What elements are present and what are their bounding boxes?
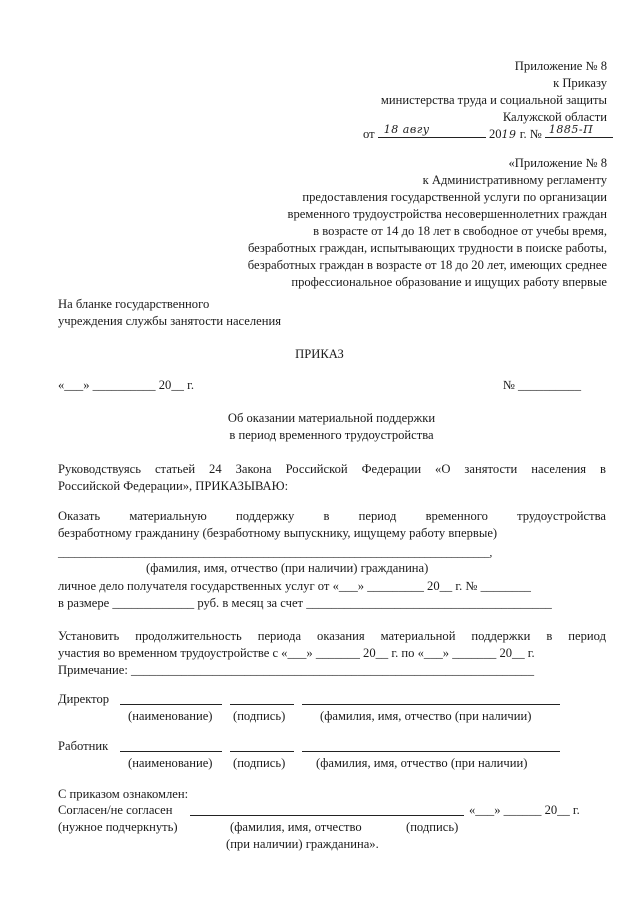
regulation-line-6: безработных граждан, испытывающих трудности в поиске работы, xyxy=(247,241,607,255)
worker-position-caption: (наименование) xyxy=(128,756,213,770)
appendix-line-3: министерства труда и социальной защиты xyxy=(380,93,607,107)
period-line-1: Установить продолжительность периода оказания материальной поддержки в период xyxy=(58,629,606,643)
director-label: Директор xyxy=(58,692,110,706)
basis-line-1: Руководствуясь статьей 24 Закона Российской Федерации «О занятости населения в xyxy=(58,462,606,476)
appendix-line-2: к Приказу xyxy=(553,76,607,90)
acquaint-agree-label: Согласен/не согласен xyxy=(58,803,173,817)
worker-position-field xyxy=(120,751,222,752)
letterhead-line-1: На бланке государственного xyxy=(58,297,210,311)
appendix-line-4: Калужской области xyxy=(502,110,607,124)
letterhead-line-2: учреждения службы занятости населения xyxy=(58,314,282,328)
date-field xyxy=(378,124,486,138)
subject-line-2: в период временного трудоустройства xyxy=(229,428,434,442)
acquaint-underline-caption: (нужное подчеркнуть) xyxy=(58,820,178,834)
number-prefix: г. № xyxy=(519,127,542,141)
number-field xyxy=(545,124,613,138)
worker-name-field xyxy=(302,751,560,752)
document-title: ПРИКАЗ xyxy=(295,347,344,361)
citizen-name-line: ________________________________________________________________________________, xyxy=(58,547,493,559)
regulation-line-7: безработных граждан в возрасте от 18 до 20 лет, имеющих среднее xyxy=(247,258,607,272)
acquaint-name-field xyxy=(190,815,464,816)
acquaint-date: «___» ______ 20__ г. xyxy=(469,803,580,817)
worker-signature-field xyxy=(230,751,294,752)
worker-label: Работник xyxy=(58,739,109,753)
worker-signature-caption: (подпись) xyxy=(233,756,286,770)
director-name-caption: (фамилия, имя, отчество (при наличии) xyxy=(320,709,532,723)
appendix-line-1: Приложение № 8 xyxy=(514,59,607,73)
order-date-line: «___» __________ 20__ г. xyxy=(58,378,194,392)
year-prefix: 20 xyxy=(488,127,502,141)
director-signature-field xyxy=(230,704,294,705)
year-handwritten: 19 xyxy=(501,128,517,141)
director-position-caption: (наименование) xyxy=(128,709,213,723)
appendix-date-line xyxy=(363,124,613,143)
number-handwritten: 1885-П xyxy=(548,123,594,136)
order-number-line: № __________ xyxy=(502,378,581,392)
acquaint-name-caption-2: (при наличии) гражданина». xyxy=(226,837,379,851)
regulation-line-1: «Приложение № 8 xyxy=(508,156,607,170)
regulation-line-3: предоставления государственной услуги по организации xyxy=(302,190,607,204)
date-handwritten: 18 авгу xyxy=(383,123,430,136)
period-line-2: участия во временном трудоустройстве с «___» _______ 20__ г. по «___» _______ 20__ г. xyxy=(58,646,535,660)
regulation-line-4: временного трудоустройства несовершеннолетних граждан xyxy=(287,207,607,221)
note-line: Примечание: ________________________________________________________________ xyxy=(58,663,535,677)
worker-name-caption: (фамилия, имя, отчество (при наличии) xyxy=(316,756,528,770)
citizen-name-caption: (фамилия, имя, отчество (при наличии) гражданина) xyxy=(146,561,429,575)
regulation-line-8: профессиональное образование и ищущих работу впервые xyxy=(291,275,607,289)
acquaint-signature-caption: (подпись) xyxy=(406,820,459,834)
director-name-field xyxy=(302,704,560,705)
subject-line-1: Об оказании материальной поддержки xyxy=(227,411,436,425)
order-line-2: безработному гражданину (безработному выпускнику, ищущему работу впервые) xyxy=(58,526,498,540)
amount-line: в размере _____________ руб. в месяц за счет _______________________________________ xyxy=(58,596,552,610)
order-line-1: Оказать материальную поддержку в период временного трудоустройства xyxy=(58,509,606,523)
case-file-line: личное дело получателя государственных услуг от «___» _________ 20__ г. № ________ xyxy=(58,579,531,593)
regulation-line-2: к Административному регламенту xyxy=(422,173,607,187)
basis-line-2: Российской Федерации», ПРИКАЗЫВАЮ: xyxy=(58,479,289,493)
director-position-field xyxy=(120,704,222,705)
acquaint-name-caption: (фамилия, имя, отчество xyxy=(230,820,362,834)
date-prefix: от xyxy=(363,127,375,141)
director-signature-caption: (подпись) xyxy=(233,709,286,723)
regulation-line-5: в возрасте от 14 до 18 лет в свободное от учебы время, xyxy=(313,224,607,238)
acquaint-line-1: С приказом ознакомлен: xyxy=(58,787,189,801)
